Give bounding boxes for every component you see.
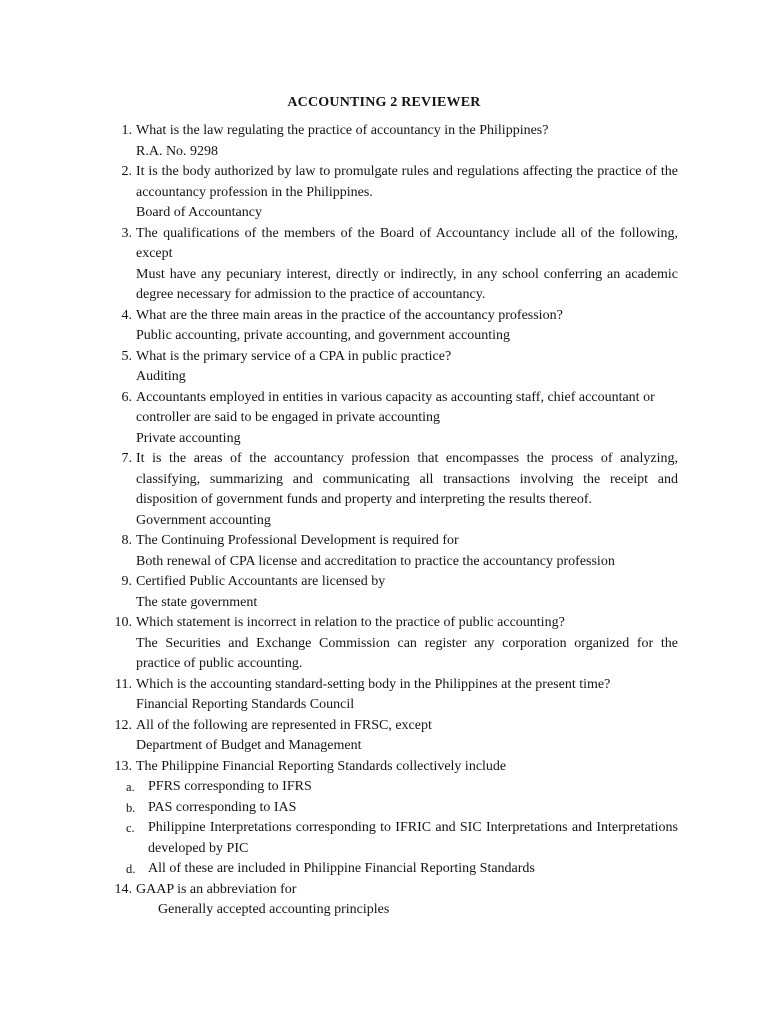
item-number: 1. xyxy=(121,123,132,138)
question-list xyxy=(106,121,678,921)
list-item xyxy=(106,572,678,613)
question-text: What is the law regulating the practice of accountancy in the Philippines? xyxy=(136,123,549,138)
item-number: 7. xyxy=(121,451,132,466)
answer-text: R.A. No. 9298 xyxy=(136,143,219,159)
question-text: Certified Public Accountants are licensed by xyxy=(136,574,386,589)
question-text: It is the body authorized by law to promulgate rules and regulations affecting the practice of the accountancy profession in the Philippines. xyxy=(136,164,678,200)
item-number: 10. xyxy=(114,615,132,630)
item-number: 9. xyxy=(121,574,132,589)
answer-text: The state government xyxy=(136,594,258,610)
list-item xyxy=(106,531,678,572)
list-item xyxy=(106,675,678,716)
sub-item-text: PAS corresponding to IAS xyxy=(148,799,297,815)
item-number: 5. xyxy=(121,348,132,364)
sub-item-text: PFRS corresponding to IFRS xyxy=(148,779,312,794)
sub-item-text: Philippine Interpretations corresponding to IFRIC and SIC Interpretations and Interpretations developed by PIC xyxy=(148,820,678,856)
answer-text: Board of Accountancy xyxy=(136,205,262,220)
answer-text: Private accounting xyxy=(136,430,241,446)
sub-item-letter: d. xyxy=(126,862,136,876)
question-text: It is the areas of the accountancy profession that encompasses the process of analyzing, classifying, summarizing and communicating all transactions involving the receipt and disposition of government funds and property and interpreting the results thereof. xyxy=(136,451,678,507)
question-text: What is the primary service of a CPA in public practice? xyxy=(136,348,452,364)
answer-text: The Securities and Exchange Commission can register any corporation organized for the practice of public accounting. xyxy=(136,635,678,671)
answer-text: Government accounting xyxy=(136,512,271,528)
list-item xyxy=(106,121,678,162)
answer-text: Auditing xyxy=(136,369,186,384)
answer-text: Both renewal of CPA license and accreditation to practice the accountancy profession xyxy=(136,553,615,569)
list-item xyxy=(106,388,678,450)
list-item xyxy=(106,880,678,921)
question-text: Which statement is incorrect in relation to the practice of public accounting? xyxy=(136,615,565,630)
item-number: 13. xyxy=(114,758,132,774)
sub-item-letter: c. xyxy=(126,821,135,835)
item-number: 2. xyxy=(121,164,132,179)
list-item xyxy=(106,716,678,757)
question-text: All of the following are represented in FRSC, except xyxy=(136,717,432,733)
question-text: The qualifications of the members of the Board of Accountancy include all of the following, except xyxy=(136,225,678,261)
sub-list-item xyxy=(106,818,678,859)
item-number: 4. xyxy=(121,307,132,323)
question-text: Which is the accounting standard-setting body in the Philippines at the present time? xyxy=(136,676,611,692)
sub-list-item xyxy=(106,798,678,819)
sub-item-letter: b. xyxy=(126,800,136,815)
question-text: GAAP is an abbreviation for xyxy=(136,881,297,897)
list-item xyxy=(106,347,678,388)
answer-text: Public accounting, private accounting, and government accounting xyxy=(136,328,510,343)
item-number: 14. xyxy=(114,881,132,897)
list-item xyxy=(106,449,678,531)
list-item xyxy=(106,613,678,675)
question-text: The Continuing Professional Development is required for xyxy=(136,533,459,548)
item-number: 8. xyxy=(121,533,132,548)
question-text: Accountants employed in entities in various capacity as accounting staff, chief accountant or controller are said to be engaged in private accounting xyxy=(136,389,655,425)
list-item xyxy=(106,306,678,347)
answer-text: Financial Reporting Standards Council xyxy=(136,697,355,712)
answer-text: Department of Budget and Management xyxy=(136,738,362,753)
sub-list-item xyxy=(106,859,678,880)
answer-text: Must have any pecuniary interest, directly or indirectly, in any school conferring an academic degree necessary for admission to the practice of accountancy. xyxy=(136,266,678,302)
sub-item-text: All of these are included in Philippine Financial Reporting Standards xyxy=(148,861,535,876)
document-title: ACCOUNTING 2 REVIEWER xyxy=(287,95,481,110)
question-text: What are the three main areas in the practice of the accountancy profession? xyxy=(136,307,563,323)
item-number: 12. xyxy=(114,717,132,733)
item-number: 11. xyxy=(115,676,132,692)
answer-text: Generally accepted accounting principles xyxy=(158,902,390,917)
list-item xyxy=(106,224,678,306)
item-number: 3. xyxy=(121,225,132,241)
question-text: The Philippine Financial Reporting Standards collectively include xyxy=(136,758,507,774)
sub-list-item xyxy=(106,777,678,798)
list-item xyxy=(106,162,678,224)
list-item xyxy=(106,757,678,778)
sub-item-letter: a. xyxy=(126,780,135,794)
item-number: 6. xyxy=(121,389,132,405)
